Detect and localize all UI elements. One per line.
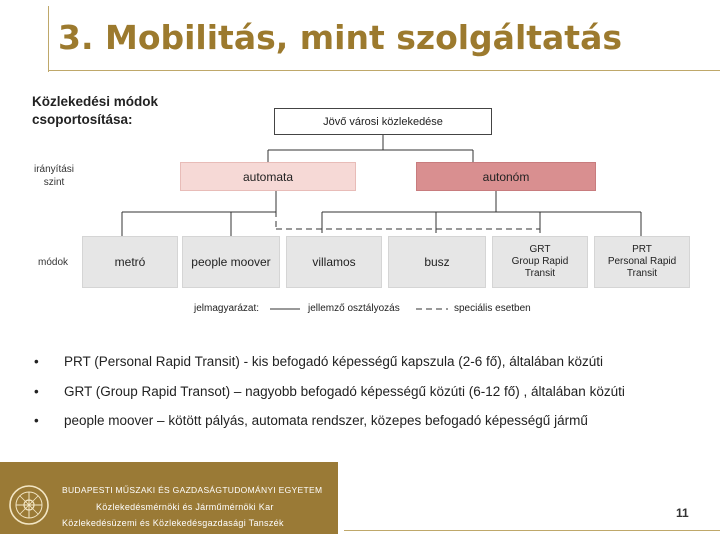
bullet-text: people moover – kötött pályás, automata rendszer, közepes befogadó képességű jármű [64, 413, 588, 428]
bullet-text: GRT (Group Rapid Transot) – nagyobb befogadó képességű közúti (6-12 fő) , általában közúti [64, 384, 625, 399]
mode-label-line1: GRT [529, 244, 551, 255]
bullet-item [34, 413, 588, 428]
bullet-text: PRT (Personal Rapid Transit) - kis befogadó képességű kapszula (2-6 fő), általában közúti [64, 354, 604, 369]
mode-label-line2: Personal Rapid [607, 256, 677, 267]
control-level-label-line2: szint [43, 177, 65, 188]
mode-box-villamos [286, 236, 382, 288]
footer-rule [344, 530, 720, 531]
modes-label: módok [37, 257, 68, 268]
level-autonom-box [416, 162, 596, 191]
legend-label: jelmagyarázat: [194, 303, 260, 314]
mode-label-line3: Transit [524, 268, 556, 279]
mode-label-line3: Transit [626, 268, 658, 279]
legend-dashed-text: speciális esetben [454, 303, 531, 314]
footer-faculty-name: Közlekedésmérnöki és Járműmérnöki Kar [96, 502, 274, 512]
bullet-item [34, 354, 603, 369]
footer-university-name: BUDAPESTI MŰSZAKI ÉS GAZDASÁGTUDOMÁNYI EGYETEM [62, 485, 323, 495]
mode-box-prt [594, 236, 690, 288]
control-level-label-line1: irányítási [33, 164, 74, 175]
bullet-dot: • [34, 384, 39, 399]
bullet-item [34, 384, 625, 399]
mode-box-metro [82, 236, 178, 288]
mode-label-line1: PRT [632, 244, 652, 255]
bullet-dot: • [34, 354, 39, 369]
mode-box-grt [492, 236, 588, 288]
slide-title: 3. Mobilitás, mint szolgáltatás [58, 18, 622, 57]
bullet-dot: • [34, 413, 39, 428]
page-number: 11 [676, 506, 689, 520]
top-box-future-transport [274, 108, 492, 135]
mode-box-busz [388, 236, 486, 288]
mode-box-people-moover [182, 236, 280, 288]
mode-label-line2: Group Rapid [511, 256, 569, 267]
level-automata-box [180, 162, 356, 191]
mode-label: busz [424, 255, 450, 269]
level-autonom-label: autonóm [482, 169, 530, 184]
mode-label: people moover [191, 255, 271, 269]
top-box-label: Jövő városi közlekedése [323, 115, 443, 128]
level-automata-label: automata [242, 169, 294, 184]
control-level-label [26, 163, 82, 189]
diagram-heading-line1: Közlekedési módok [32, 94, 159, 109]
legend-solid-text: jellemző osztályozás [308, 303, 400, 314]
mode-label: metró [114, 255, 146, 269]
footer-department-name: Közlekedésüzemi és Közlekedésgazdasági Tanszék [62, 518, 284, 528]
mode-label: villamos [312, 255, 356, 269]
diagram-heading-line2: csoportosítása: [32, 112, 133, 127]
university-seal-icon [8, 484, 50, 526]
